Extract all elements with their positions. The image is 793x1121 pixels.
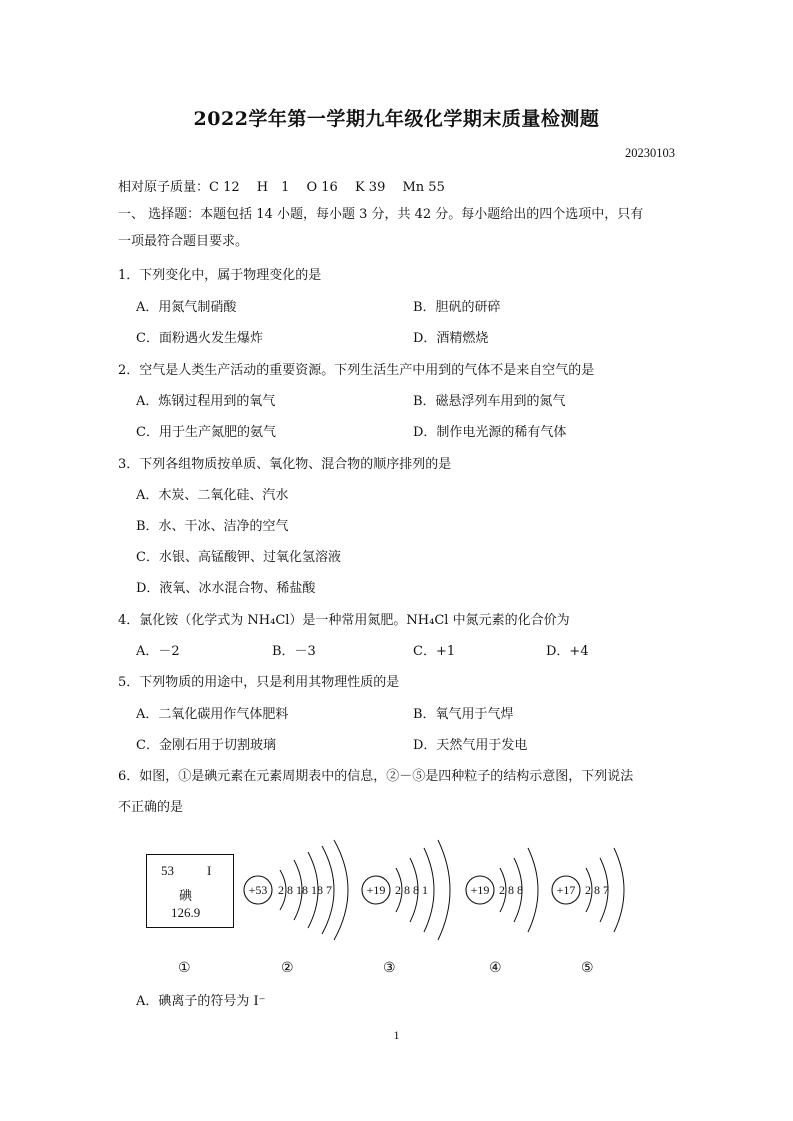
q5-stem: 5．下列物质的用途中，只是利用其物理性质的是 (118, 675, 400, 690)
q2-option-c: C．用于生产氮肥的氨气 (136, 425, 276, 440)
q5-option-c: C．金刚石用于切割玻璃 (136, 738, 276, 753)
nucleus-charge: +17 (556, 883, 576, 897)
particle-diagram-2 (244, 840, 348, 940)
q6-option-a: A．碘离子的符号为 I⁻ (136, 994, 266, 1009)
iodine-element-card (146, 854, 234, 928)
atomic-mass: 126.9 (171, 905, 201, 920)
element-symbol: I (207, 863, 212, 878)
q1-stem: 1．下列变化中，属于物理变化的是 (118, 268, 322, 283)
q2-option-b: B．磁悬浮列车用到的氮气 (413, 394, 566, 409)
nucleus-charge: +19 (366, 883, 386, 897)
q2-option-d: D．制作电光源的稀有气体 (413, 425, 567, 440)
q5-option-d: D．天然气用于发电 (413, 738, 528, 753)
section-instruction-line1: 一、 选择题：本题包括 14 小题，每小题 3 分，共 42 分。每小题给出的四个选项中，只有 (118, 207, 644, 222)
section-instruction-line2: 一项最符合题目要求。 (118, 234, 249, 249)
figure-label-4: ④ (489, 960, 502, 976)
atomic-number: 53 (161, 863, 174, 878)
q4-option-b: B．－3 (272, 644, 316, 659)
q3-option-d: D．液氧、冰水混合物、稀盐酸 (136, 581, 316, 596)
particle-diagram-5 (552, 848, 624, 932)
particle-diagram-3 (362, 840, 450, 940)
q1-option-a: A．用氮气制硝酸 (136, 300, 237, 315)
particle-diagram-4 (466, 848, 538, 932)
electron-shells: 2 8 8 (499, 883, 523, 897)
date-code: 20230103 (625, 146, 675, 160)
figure-label-5: ⑤ (581, 960, 594, 976)
q6-stem-line1: 6．如图，①是碘元素在元素周期表中的信息，②－⑤是四种粒子的结构示意图，下列说法 (118, 769, 634, 784)
q1-option-d: D．酒精燃烧 (413, 331, 489, 346)
q5-option-a: A．二氧化碳用作气体肥料 (136, 707, 289, 722)
q1-option-c: C．面粉遇火发生爆炸 (136, 331, 263, 346)
figure-label-1: ① (178, 960, 191, 976)
nucleus-charge: +19 (470, 883, 490, 897)
q3-option-c: C．水银、高锰酸钾、过氧化氢溶液 (136, 550, 341, 565)
q2-option-a: A．炼钢过程用到的氧气 (136, 394, 276, 409)
q4-option-d: D．+4 (546, 644, 589, 659)
particle-structure-diagrams (236, 832, 656, 950)
electron-shells: 2 8 8 1 (395, 883, 428, 897)
nucleus-charge: +53 (248, 883, 268, 897)
q3-option-b: B．水、干冰、洁净的空气 (136, 519, 289, 534)
element-name: 碘 (179, 889, 193, 904)
figure-label-3: ③ (383, 960, 396, 976)
q5-option-b: B．氧气用于气焊 (413, 707, 514, 722)
q3-option-a: A．木炭、二氧化硅、汽水 (136, 488, 289, 503)
atomic-masses: 相对原子质量：C 12 H 1 O 16 K 39 Mn 55 (118, 180, 445, 195)
q4-stem: 4．氯化铵（化学式为 NH₄Cl）是一种常用氮肥。NH₄Cl 中氮元素的化合价为 (118, 613, 570, 628)
q4-option-a: A．－2 (136, 644, 180, 659)
q1-option-b: B．胆矾的研碎 (413, 300, 501, 315)
page-number: 1 (393, 1028, 400, 1042)
electron-shells: 2 8 18 18 7 (278, 883, 332, 897)
exam-title: 2022学年第一学期九年级化学期末质量检测题 (193, 108, 600, 130)
q2-stem: 2．空气是人类生产活动的重要资源。下列生活生产中用到的气体不是来自空气的是 (118, 363, 595, 378)
q4-option-c: C．+1 (413, 644, 456, 659)
electron-shells: 2 8 7 (585, 883, 609, 897)
q3-stem: 3．下列各组物质按单质、氧化物、混合物的顺序排列的是 (118, 457, 452, 472)
q6-stem-line2: 不正确的是 (118, 800, 184, 815)
figure-label-2: ② (281, 960, 294, 976)
